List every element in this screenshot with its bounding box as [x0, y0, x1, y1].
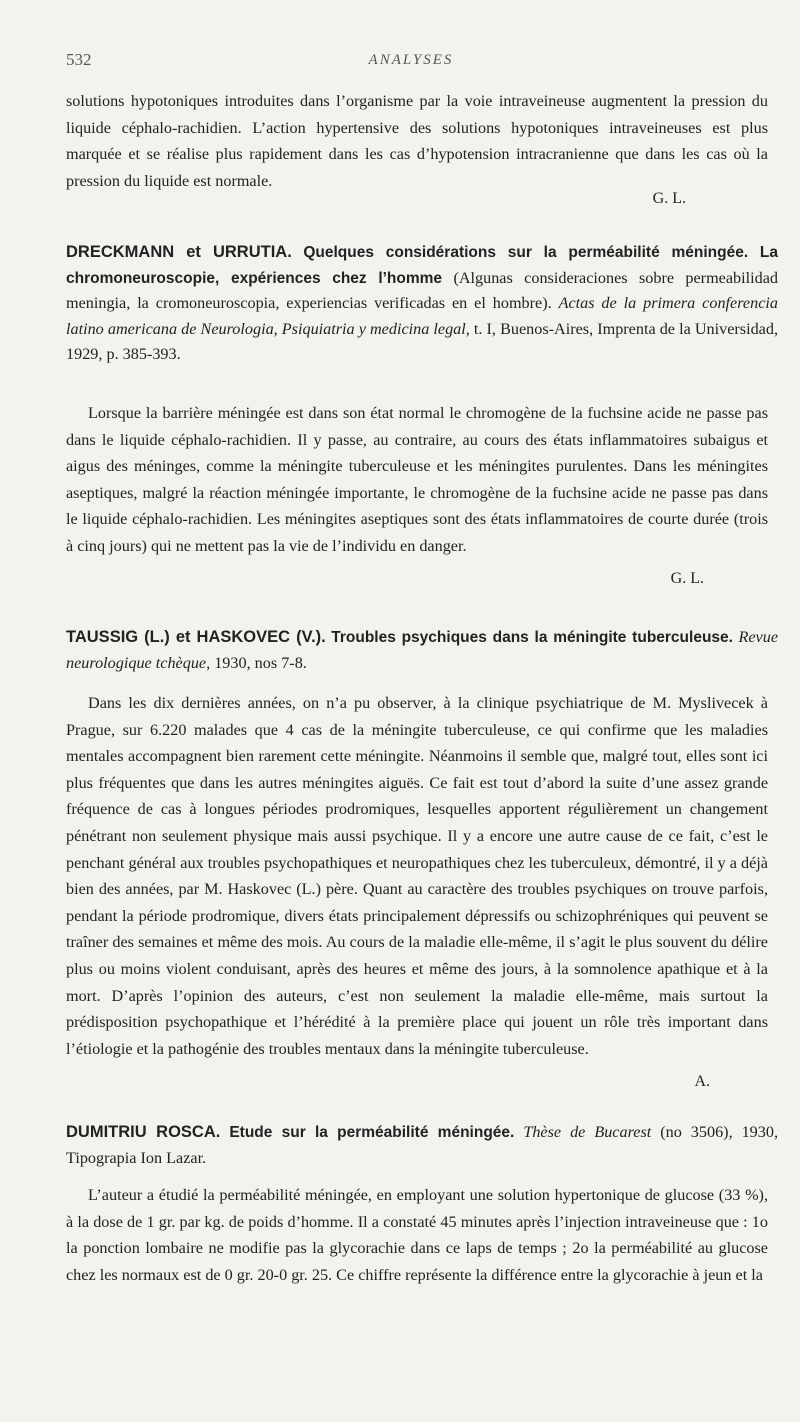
intro-signature: G. L.: [652, 190, 686, 207]
entry-authors: DRECKMANN et URRUTIA.: [66, 243, 292, 261]
intro-paragraph: solutions hypotoniques introduites dans l’organisme par la voie intraveineuse augmentent la pression du liquide céphalo-rachidien. L’action hypertensive des solutions hypotoniques intraveineuses est plus marquée et se réalise plus rapidement dans les cas d’hypotension intracranienne que dans les cas où la pression du liquide est normale.: [66, 92, 768, 190]
page-number: 532: [66, 50, 92, 69]
entry-reference: (no 3506), 1930, Tipograpia Ion Lazar.: [66, 1123, 779, 1167]
page-header: [66, 50, 756, 74]
running-title: ANALYSES: [368, 52, 454, 68]
entry-original-title: (Algunas consideraciones sobre permeabilidad meningia, la cromoneuroscopia, experiencias verificadas en el hombre).: [66, 268, 778, 313]
entry-journal: Revue neurologique tchèque,: [66, 628, 779, 672]
entry-body: Lorsque la barrière méningée est dans son état normal le chromogène de la fuchsine acide ne passe pas dans le liquide céphalo-rachidien. Il y passe, au contraire, au cours des états inflammatoires subaigus et aigus des méninges, comme la méningite tuberculeuse et les méningites purulentes. Dans les méningites aseptiques, malgré la réaction méningée importante, le chromogène de la fuchsine acide ne passe pas dans le liquide céphalo-rachidien. Les méningites aseptiques sont des états inflammatoires de courte durée (trois à cinq jours) qui ne mettent pas la vie de l’individu en danger.: [66, 404, 768, 555]
entry-reference: 1930, nos 7-8.: [214, 653, 307, 672]
entry-heading: [66, 625, 778, 676]
entry-body: Dans les dix dernières années, on n’a pu observer, à la clinique psychiatrique de M. Myslivecek à Prague, sur 6.220 malades que 4 cas de la méningite tuberculeuse, ce qui confirme que les maladies mentales accompagnent bien rarement cette méningite. Néanmoins il semble que, malgré tout, elles sont ici plus fréquentes que dans les autres méningites aiguës. Ce fait est tout d’abord la suite d’une assez grande fréquence de cas à longues périodes prodromiques, lesquelles apportent régulièrement un changement pénétrant non seulement physique mais aussi psychique. Il y a encore une autre cause de ce fait, c’est le penchant général aux troubles psychopathiques et neuropathiques chez les tuberculeux, démontré, il y a déjà bien des années, par M. Haskovec (L.) père. Quant au caractère des troubles psychiques on trouve parfois, pendant la période prodromique, divers états principalement dépressifs ou schizophréniques qui peuvent se traîner des semaines et même des mois. Au cours de la maladie elle-même, il s’agit le plus souvent du délire plus ou moins violent conduisant, après des heures et même des jours, à la somnolence apathique et à la mort. D’après l’opinion des auteurs, c’est non seulement la maladie elle-même, mais surtout la prédisposition psychopathique et l’hérédité à la première place qui jouent un rôle très important dans l’étiologie et la pathogénie des troubles mentaux dans la méningite tuberculeuse.: [66, 694, 768, 1058]
entry-journal: Actas de la primera conferencia latino americana de Neurologia, Psiquiatria y medicina legal,: [66, 294, 778, 338]
entry-signature: A.: [694, 1073, 710, 1090]
entry-title: Quelques considérations sur la perméabilité méningée. La chromoneuroscopie, expériences chez l’homme: [66, 244, 778, 287]
entry-signature: G. L.: [670, 570, 704, 587]
entry-body: L’auteur a étudié la perméabilité méningée, en employant une solution hypertonique de glucose (33 %), à la dose de 1 gr. par kg. de poids d’homme. Il a constaté 45 minutes après l’injection intraveineuse que : 1o la ponction lombaire ne modifie pas la glycorachie dans ce laps de temps ; 2o la perméabilité au glucose chez les normaux est de 0 gr. 20-0 gr. 25. Ce chiffre représente la différence entre la glycorachie à jeun et la: [66, 1186, 768, 1284]
entry-title: Troubles psychiques dans la méningite tuberculeuse.: [331, 629, 733, 646]
entry-authors: DUMITRIU ROSCA.: [66, 1123, 221, 1141]
entry-heading: [66, 1120, 778, 1171]
entry-reference: t. I, Buenos-Aires, Imprenta de la Universidad, 1929, p. 385-393.: [66, 319, 779, 364]
entry-authors: TAUSSIG (L.) et HASKOVEC (V.).: [66, 628, 326, 646]
entry-title: Etude sur la perméabilité méningée.: [229, 1124, 515, 1141]
entry-heading: [66, 240, 778, 368]
entry-journal: Thèse de Bucarest: [523, 1123, 652, 1141]
